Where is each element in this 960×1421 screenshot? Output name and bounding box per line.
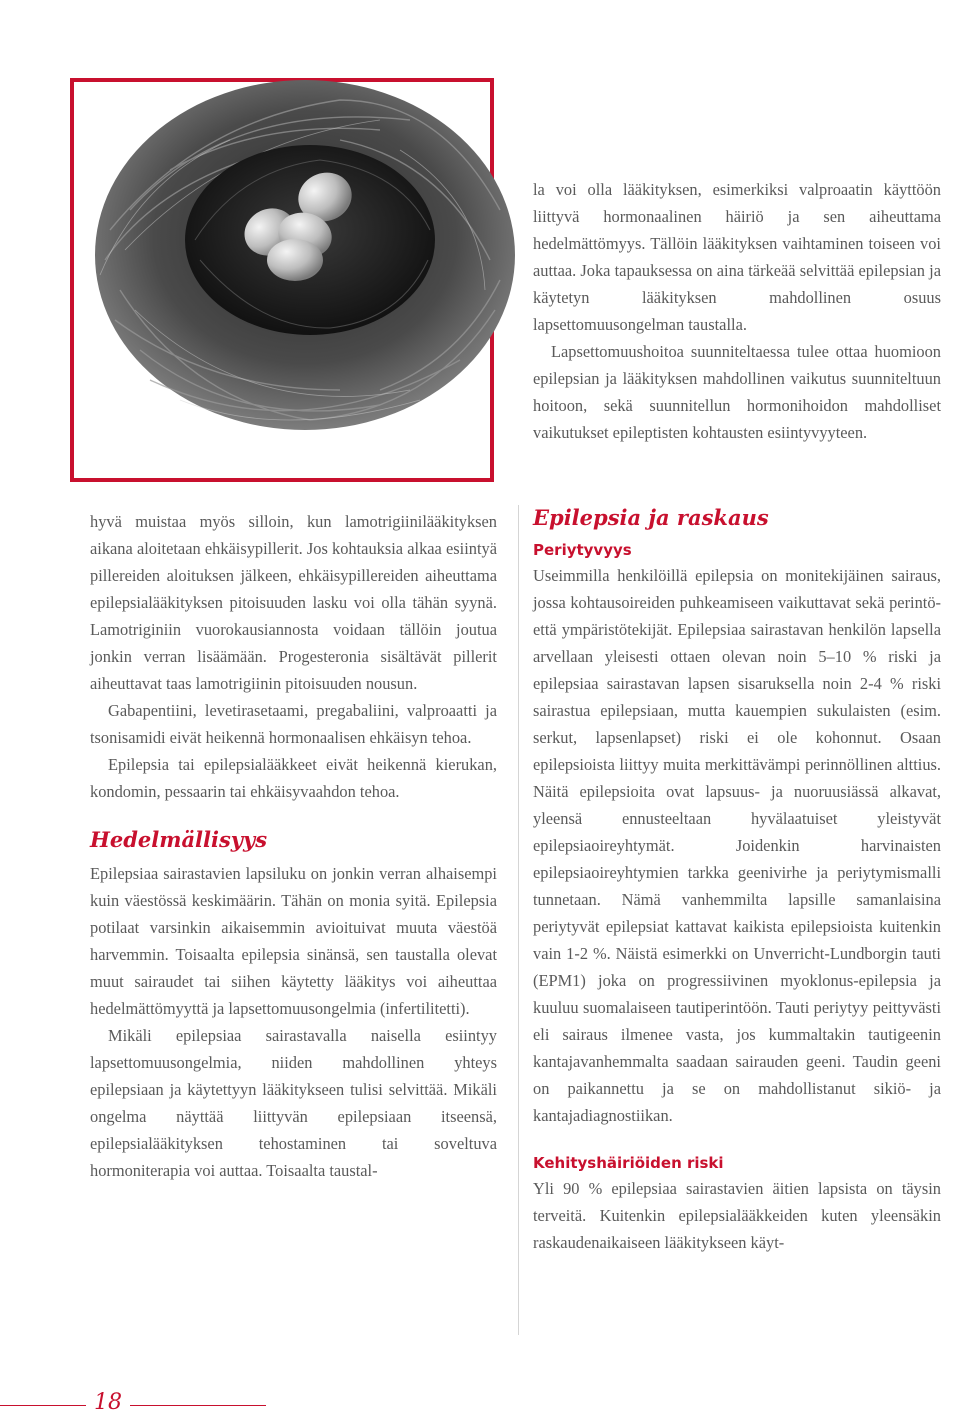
right-column-top-text <box>533 176 941 446</box>
footer-rule-left <box>0 1405 86 1406</box>
paragraph: la voi olla lääkityksen, esimerkiksi valproaatin käyttöön liittyvä hormonaalinen häiriö ja sen aiheuttama hedelmättömyys. Tällöin lääkityksen vaihtaminen toiseen voi auttaa. Joka tapauksessa on aina tärkeää selvittää epilepsian ja käytetyn lääkityksen mahdollinen osuus lapsettomuusongelman taustalla. <box>533 180 941 334</box>
column-divider <box>518 505 519 1335</box>
nest-with-eggs-image <box>80 60 520 450</box>
spacer <box>533 1129 941 1151</box>
left-column <box>90 508 497 1184</box>
section-heading-hedelmallisyys: Hedelmällisyys <box>90 827 268 852</box>
frame-border-bottom <box>70 478 494 482</box>
paragraph: Lapsettomuushoitoa suunniteltaessa tulee ottaa huomioon epilepsian ja lääkityksen mahdollinen vaikutus suunniteltuun hoitoon, sekä suunnitellun hormonihoidon mahdolliset vaikutukset epileptisten kohtausten esiintyvyyteen. <box>533 342 941 442</box>
frame-border-left <box>70 78 74 482</box>
paragraph: hyvä muistaa myös silloin, kun lamotrigiinilääkityksen aikana aloitetaan ehkäisypillerit. Jos kohtauksia alkaa esiintyä pillereiden aloituksen jälkeen, ehkäisypillereiden aiheuttama epilepsialääkityksen pitoisuuden lasku voi olla tähän syynä. Lamotriginiin vuorokausiannosta voidaan tällöin joutua jonkin verran lisäämään. Progesteronia sisältävät pillerit aiheuttavat taas lamotrigiinin pitoisuuden nousun. <box>90 512 497 693</box>
spacer <box>90 805 497 824</box>
paragraph: Gabapentiini, levetirasetaami, pregabaliini, valproaatti ja tsonisamidi eivät heikennä hormonaalisen ehkäisyn tehoa. <box>90 701 497 747</box>
paragraph: Epilepsiaa sairastavien lapsiluku on jonkin verran alhaisempi kuin väestössä keskimäärin. Tähän on monia syitä. Epilepsia potilaat varsinkin aikaisemmin avioituivat muuta väestöä harvemmin. Toisaalta epilepsia sinänsä, sen taustalla olevat muut sairaudet tai siihen käytetty lääkitys voi aiheuttaa hedelmättömyyttä ja lapsettomuusongelmia (infertilitetti). <box>90 864 497 1018</box>
photo-frame <box>70 78 494 482</box>
paragraph: Mikäli epilepsiaa sairastavalla naisella esiintyy lapsettomuusongelmia, niiden mahdollinen yhteys epilepsiaan ja käytettyyn lääkitykseen tulisi selvittää. Mikäli ongelma näyttää liittyvän epilepsiaan itseensä, epilepsialääkityksen tehostaminen tai soveltuva hormoniterapia voi auttaa. Toisaalta taustal- <box>90 1026 497 1180</box>
subheading-periytyvyys: Periytyvyys <box>533 541 632 559</box>
right-column <box>533 502 941 1256</box>
section-heading-epilepsia-ja-raskaus: Epilepsia ja raskaus <box>533 505 769 530</box>
paragraph: Useimmilla henkilöillä epilepsia on monitekijäinen sairaus, jossa kohtausoireiden puhkeamiseen vaikuttavat sekä perintö- että ympäristötekijät. Epilepsiaa sairastavan henkilön lapsella arvellaan yleisesti ottaen olevan noin 5–10 % riski ja epilepsiaa sairastavan lapsen sisaruksella noin 2-4 % riski sairastua epilepsiaan, mutta kauempien sukulaisten (esim. serkut, lapsenlapset) riski ei ole kohonnut. Osaan epilepsioista liittyy muita merkittävämpi perinnöllinen alttius. Näitä epilepsioita ovat lapsuus- ja nuoruusiässä alkavat, yleensä ennusteeltaan hyvälaatuiset yleistyvät epilepsiaoireyhtymät. Joidenkin harvinaisten epilepsiaoireyhtymien tarkka geenivirhe ja periytymismalli tunnetaan. Nämä vanhemmilta lapsille samanlaisina periytyvät epilepsiat kattavat kaikista epilepsioista kuitenkin vain 1-2 %. Näistä esimerkki on Unverricht-Lundborgin tauti (EPM1) joka on progressiivinen myoklonus-epilepsia ja kuuluu suomalaiseen tautiperintöön. Tauti periytyy peittyvästi eli sairaus ilmenee vasta, jos kummaltakin tautigeenin kantajavanhemmalta saadaan sairauden geeni. Taudin geeni on paikannettu ja se on mahdollistanut sikiö- ja kantajadiagnostiikan. <box>533 566 941 1125</box>
page-number: 18 <box>94 1390 122 1415</box>
subheading-kehityshairioiden-riski: Kehityshäiriöiden riski <box>533 1154 724 1172</box>
paragraph: Yli 90 % epilepsiaa sairastavien äitien lapsista on täysin terveitä. Kuitenkin epilepsialääkkeiden kuten yleensäkin raskaudenaikaiseen lääkitykseen käyt- <box>533 1179 941 1252</box>
footer-rule-right <box>130 1405 266 1406</box>
paragraph: Epilepsia tai epilepsialääkkeet eivät heikennä kierukan, kondomin, pessaarin tai ehkäisyvaahdon tehoa. <box>90 755 497 801</box>
